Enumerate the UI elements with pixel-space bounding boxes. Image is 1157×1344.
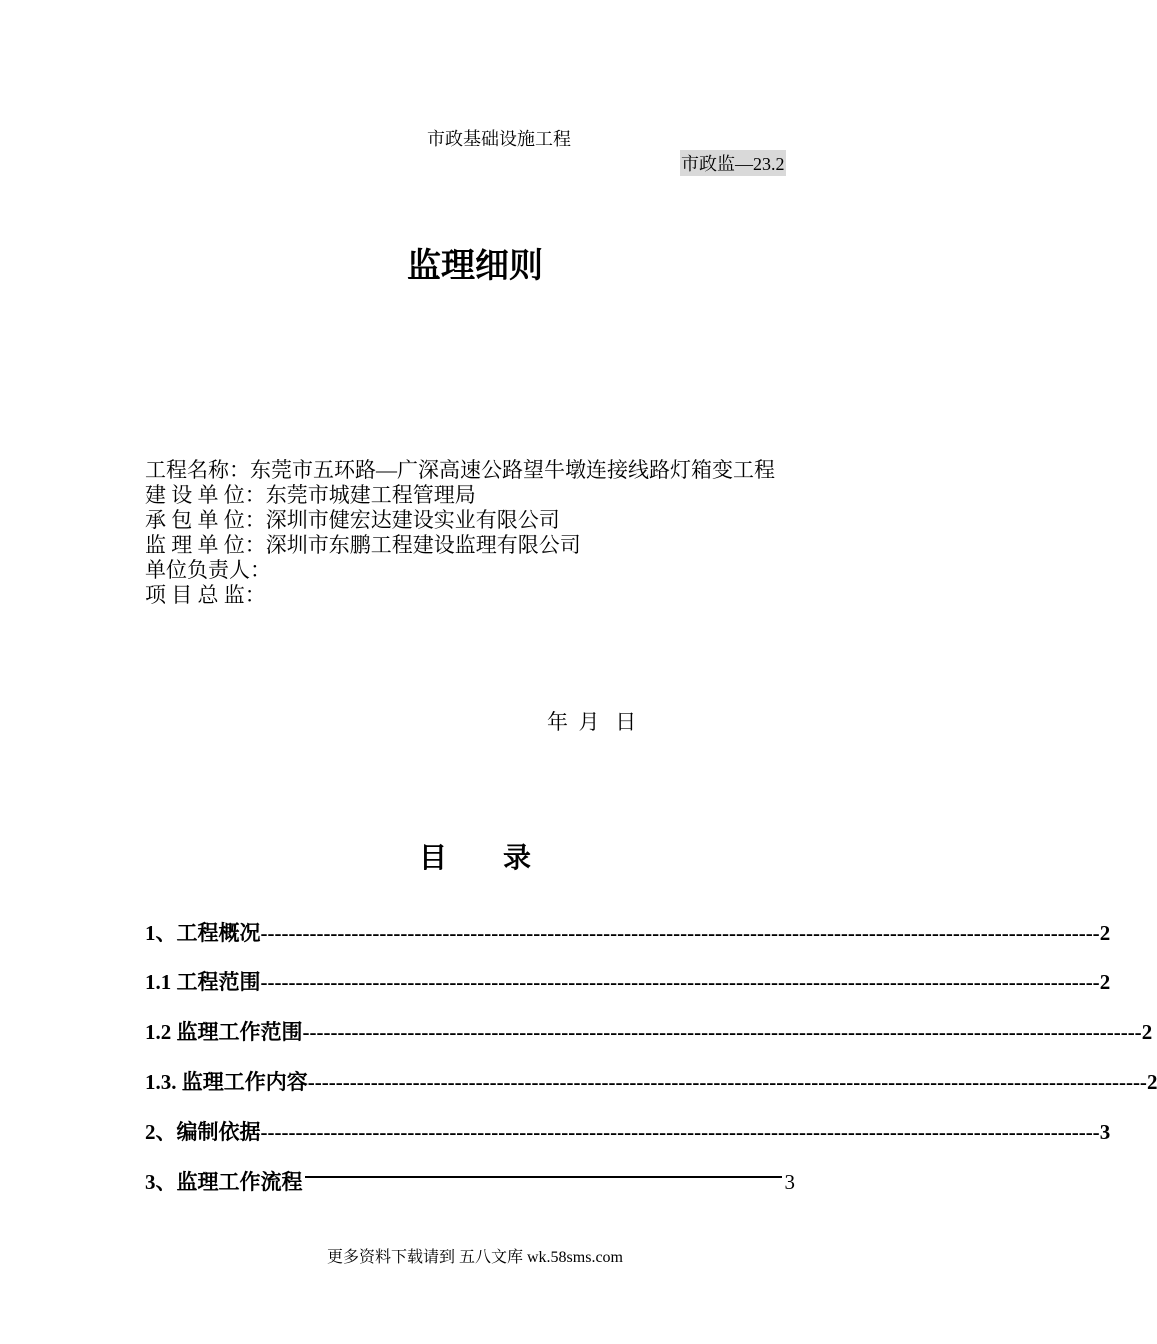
- project-name-line: 工程名称：东莞市五环路—广深高速公路望牛墩连接线路灯箱变工程: [145, 458, 775, 482]
- toc-leader: ------------------------------------------------------------------------------------------------------------------------: [260, 970, 1100, 994]
- toc-item[interactable]: [145, 1166, 795, 1194]
- project-info-block: [145, 458, 807, 608]
- toc-item-label: 2、编制依据: [145, 1120, 261, 1144]
- toc-item-label: 1.3. 监理工作内容: [145, 1070, 308, 1094]
- toc-title: 目 录: [418, 843, 531, 874]
- toc-item[interactable]: [145, 1066, 1157, 1094]
- toc-item-label: 3、监理工作流程: [145, 1170, 303, 1194]
- toc-item-label: 1.2 监理工作范围: [145, 1020, 303, 1044]
- toc-item-page: 2: [1141, 1020, 1153, 1044]
- toc-item-page: 2: [1099, 970, 1111, 994]
- toc-leader: ------------------------------------------------------------------------------------------------------------------------: [307, 1070, 1147, 1094]
- toc-leader: [305, 1176, 782, 1178]
- toc-item-page: 3: [784, 1170, 795, 1194]
- toc-item-page: 3: [1099, 1120, 1111, 1144]
- toc-item-page: 2: [1146, 1070, 1157, 1094]
- footer-link[interactable]: 更多资料下载请到 五八文库 wk.58sms.com: [326, 1249, 623, 1266]
- date-line: 年 月 日: [547, 710, 637, 734]
- construction-unit-line: 建 设 单 位：东莞市城建工程管理局: [145, 483, 476, 507]
- chief-supervisor-line: 项 目 总 监：: [145, 583, 266, 607]
- header-category: 市政基础设施工程: [427, 129, 571, 149]
- toc-item-label: 1、工程概况: [145, 921, 261, 945]
- form-code: 市政监—23.2: [680, 150, 786, 176]
- toc-item[interactable]: [145, 917, 1111, 945]
- toc-item[interactable]: [145, 966, 1111, 994]
- toc-item[interactable]: [145, 1116, 1111, 1144]
- toc-item[interactable]: [145, 1016, 1153, 1044]
- toc-item-page: 2: [1099, 921, 1111, 945]
- supervision-unit-line: 监 理 单 位：深圳市东鹏工程建设监理有限公司: [145, 533, 581, 557]
- toc-leader: ------------------------------------------------------------------------------------------------------------------------: [260, 1120, 1100, 1144]
- toc-leader: ------------------------------------------------------------------------------------------------------------------------: [302, 1020, 1142, 1044]
- unit-principal-line: 单位负责人：: [145, 558, 271, 582]
- contractor-unit-line: 承 包 单 位：深圳市健宏达建设实业有限公司: [145, 508, 560, 532]
- toc-item-label: 1.1 工程范围: [145, 970, 261, 994]
- toc-leader: ------------------------------------------------------------------------------------------------------------------------: [260, 921, 1100, 945]
- document-title: 监理细则: [407, 248, 543, 285]
